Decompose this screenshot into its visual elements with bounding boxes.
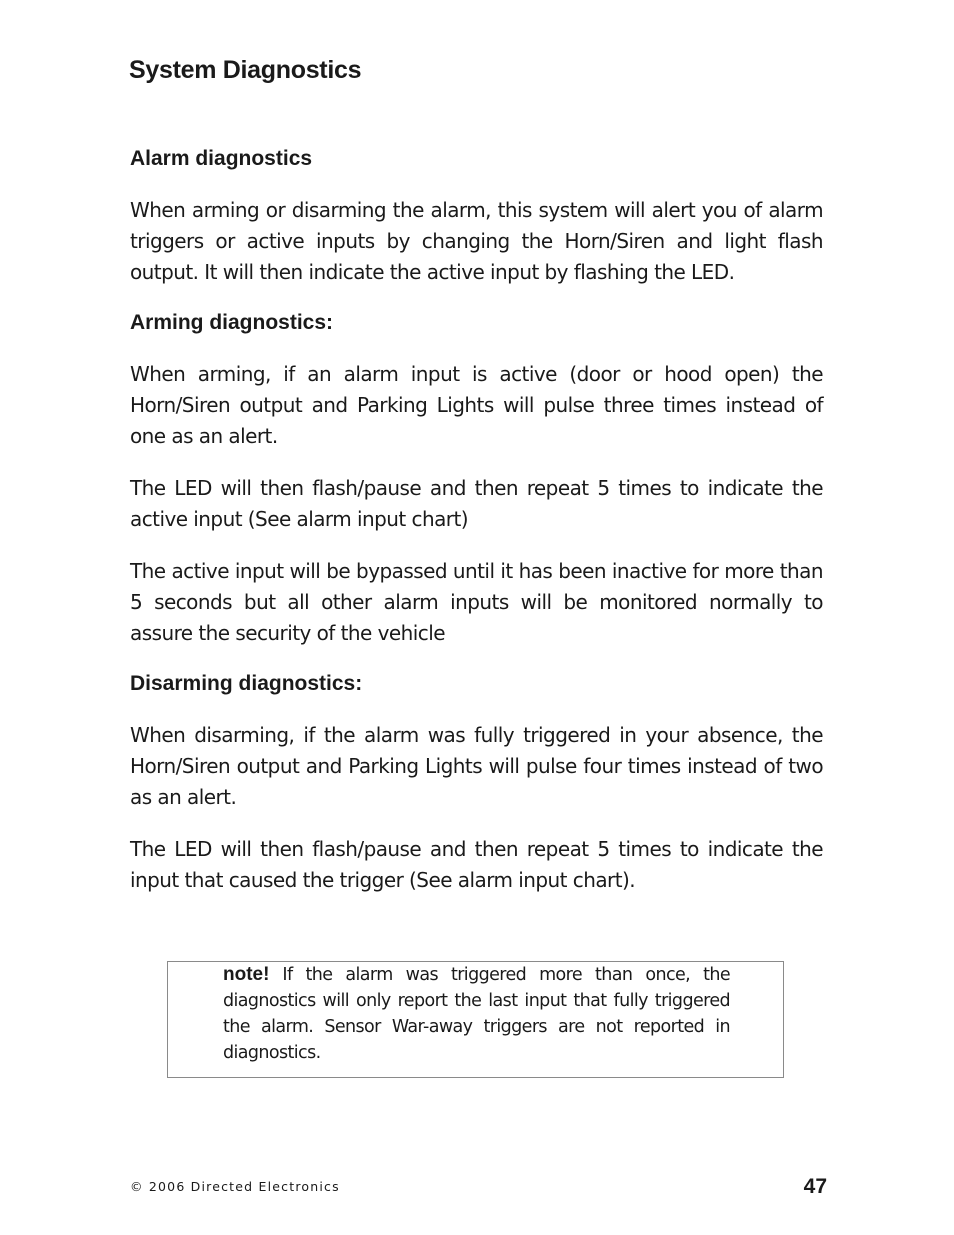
section-arming-diagnostics <box>130 309 823 649</box>
footer-copyright: © 2006 Directed Electronics <box>130 1179 340 1194</box>
section-alarm-diagnostics <box>130 145 823 288</box>
paragraph: The active input will be bypassed until it has been inactive for more than 5 seconds but all other alarm inputs will be monitored normally to assure the security of the vehicle <box>130 559 823 645</box>
paragraph: When arming or disarming the alarm, this system will alert you of alarm triggers or active inputs by changing the Horn/Siren and light flash output. It will then indicate the active input by flashing the LED. <box>130 198 823 284</box>
paragraph: The LED will then flash/pause and then repeat 5 times to indicate the input that caused the trigger (See alarm input chart). <box>130 837 823 892</box>
note-box <box>167 961 784 1078</box>
note-body: If the alarm was triggered more than once, the diagnostics will only report the last input that fully triggered the alarm. Sensor War-away triggers are not reported in diagnostics. <box>223 965 731 1063</box>
page-title: System Diagnostics <box>129 56 362 84</box>
paragraph: The LED will then flash/pause and then repeat 5 times to indicate the active input (See alarm input chart) <box>130 476 823 531</box>
paragraph: When disarming, if the alarm was fully triggered in your absence, the Horn/Siren output and Parking Lights will pulse four times instead of two as an alert. <box>130 723 823 809</box>
note-label: note! <box>223 964 270 985</box>
note-text <box>223 962 730 1066</box>
page-number: 47 <box>803 1175 827 1198</box>
section-heading: Alarm diagnostics <box>130 147 313 170</box>
section-heading: Disarming diagnostics: <box>130 672 363 695</box>
main-content <box>130 145 823 917</box>
paragraph: When arming, if an alarm input is active (door or hood open) the Horn/Siren output and Parking Lights will pulse three times instead of one as an alert. <box>130 362 823 448</box>
section-heading: Arming diagnostics: <box>130 311 334 334</box>
section-disarming-diagnostics <box>130 670 823 896</box>
